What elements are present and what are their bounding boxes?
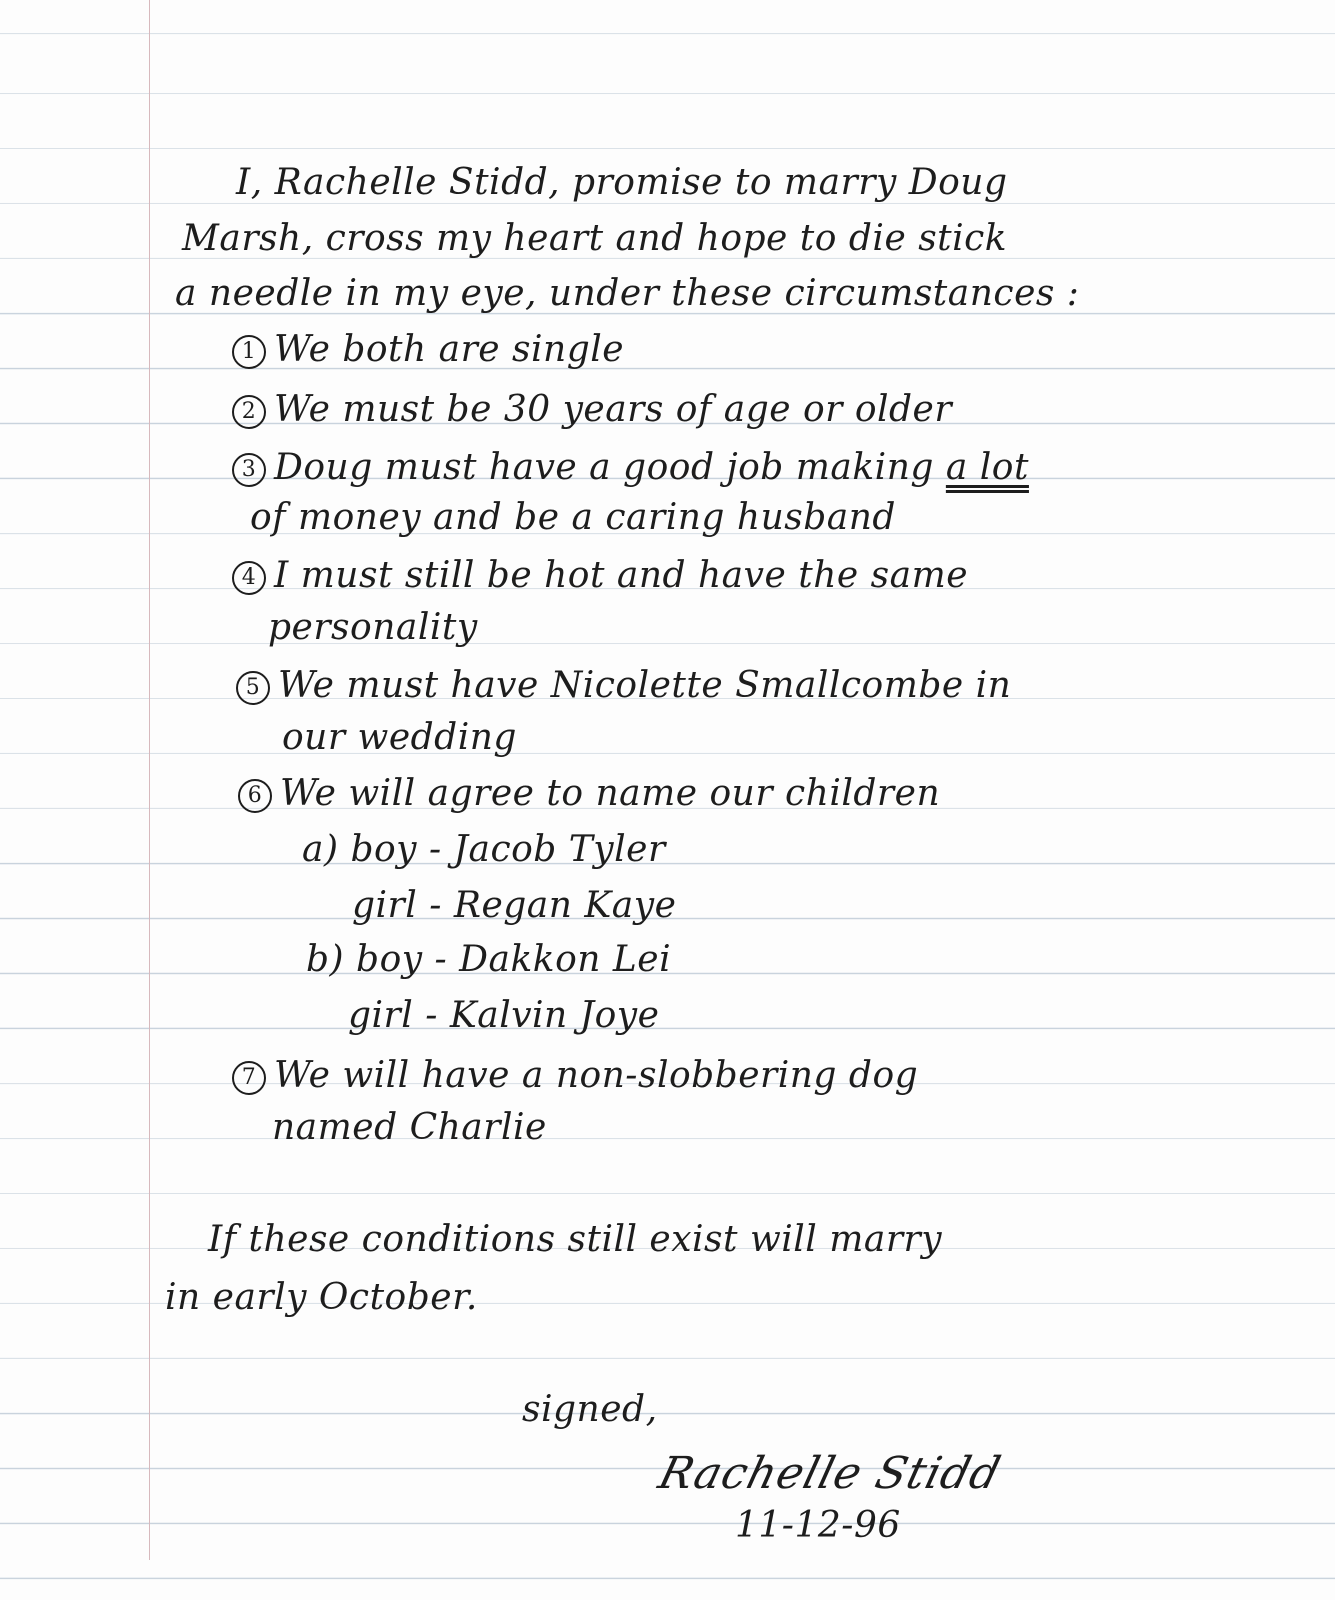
- condition-7: [232, 1055, 919, 1096]
- condition-4-line-2: personality: [268, 607, 478, 648]
- condition-3-line-2: of money and be a caring husband: [250, 497, 896, 538]
- child-name-b-boy: b) boy - Dakkon Lei: [306, 939, 672, 980]
- child-name-a-girl: girl - Regan Kaye: [352, 885, 677, 926]
- condition-7-line-2: named Charlie: [272, 1107, 547, 1148]
- signed-label: signed,: [522, 1389, 658, 1430]
- condition-6: [238, 773, 941, 814]
- intro-line-2: Marsh, cross my heart and hope to die stick: [182, 218, 1008, 259]
- condition-4: [232, 555, 969, 596]
- condition-3-emphasis: a lot: [945, 447, 1029, 488]
- condition-number-4: 4: [232, 561, 266, 595]
- condition-6-text: We will agree to name our children: [280, 773, 941, 814]
- margin-line: [149, 0, 150, 1560]
- intro-line-3: a needle in my eye, under these circumstances :: [175, 273, 1080, 314]
- condition-5: [236, 665, 1012, 706]
- condition-number-5: 5: [236, 671, 270, 705]
- closing-line-1: If these conditions still exist will marry: [208, 1219, 943, 1260]
- child-name-b-girl: girl - Kalvin Joye: [348, 995, 660, 1036]
- condition-3: [232, 447, 1029, 488]
- condition-5-text: We must have Nicolette Smallcombe in: [278, 665, 1012, 706]
- condition-7-text: We will have a non-slobbering dog: [274, 1055, 919, 1096]
- condition-number-6: 6: [238, 779, 272, 813]
- condition-2-text: We must be 30 years of age or older: [274, 389, 953, 430]
- condition-number-1: 1: [232, 335, 266, 369]
- condition-4-text: I must still be hot and have the same: [274, 555, 969, 596]
- condition-2: [232, 389, 953, 430]
- condition-number-7: 7: [232, 1061, 266, 1095]
- intro-line-1: I, Rachelle Stidd, promise to marry Doug: [236, 162, 1008, 203]
- closing-line-2: in early October.: [165, 1277, 478, 1318]
- condition-3-text: Doug must have a good job making: [274, 447, 946, 488]
- signature-date: 11-12-96: [735, 1505, 901, 1546]
- handwritten-signature: Rachelle Stidd: [653, 1448, 1007, 1499]
- condition-number-3: 3: [232, 453, 266, 487]
- condition-5-line-2: our wedding: [282, 717, 517, 758]
- condition-1: [232, 329, 625, 370]
- condition-1-text: We both are single: [274, 329, 625, 370]
- condition-number-2: 2: [232, 395, 266, 429]
- child-name-a-boy: a) boy - Jacob Tyler: [302, 829, 666, 870]
